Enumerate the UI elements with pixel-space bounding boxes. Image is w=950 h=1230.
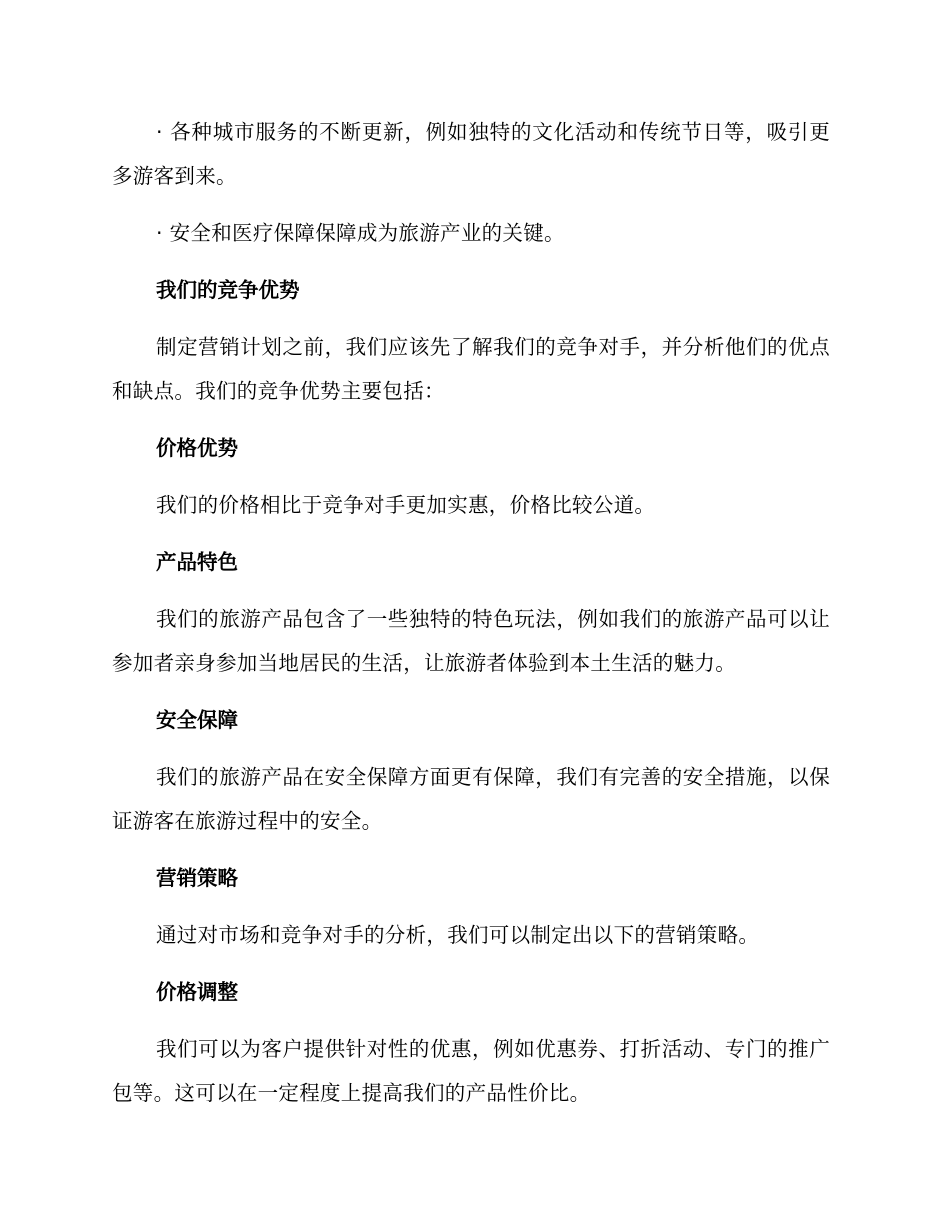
heading-price-advantage: 价格优势 xyxy=(156,436,238,460)
heading-safety-guarantee: 安全保障 xyxy=(156,708,238,732)
heading-product-features: 产品特色 xyxy=(156,550,238,574)
bullet-city-services: · 各种城市服务的不断更新，例如独特的文化活动和传统节日等，吸引更多游客到来。 xyxy=(112,120,830,188)
paragraph-competitive-intro: 制定营销计划之前，我们应该先了解我们的竞争对手，并分析他们的优点和缺点。我们的竞争优势主要包括： xyxy=(112,335,830,403)
heading-marketing-strategy: 营销策略 xyxy=(156,866,238,890)
bullet-safety-medical: · 安全和医疗保障保障成为旅游产业的关键。 xyxy=(156,221,565,245)
paragraph-safety-guarantee: 我们的旅游产品在安全保障方面更有保障，我们有完善的安全措施，以保证游客在旅游过程中的安全。 xyxy=(112,765,830,833)
paragraph-price-adjustment: 我们可以为客户提供针对性的优惠，例如优惠券、打折活动、专门的推广包等。这可以在一定程度上提高我们的产品性价比。 xyxy=(112,1037,830,1105)
document-page xyxy=(112,110,830,1128)
paragraph-marketing-strategy: 通过对市场和竞争对手的分析，我们可以制定出以下的营销策略。 xyxy=(156,923,760,947)
paragraph-price-advantage: 我们的价格相比于竞争对手更加实惠，价格比较公道。 xyxy=(156,493,656,517)
paragraph-product-features: 我们的旅游产品包含了一些独特的特色玩法，例如我们的旅游产品可以让参加者亲身参加当地居民的生活，让旅游者体验到本土生活的魅力。 xyxy=(112,607,830,675)
heading-price-adjustment: 价格调整 xyxy=(156,980,238,1004)
heading-competitive-advantage: 我们的竞争优势 xyxy=(156,278,300,302)
